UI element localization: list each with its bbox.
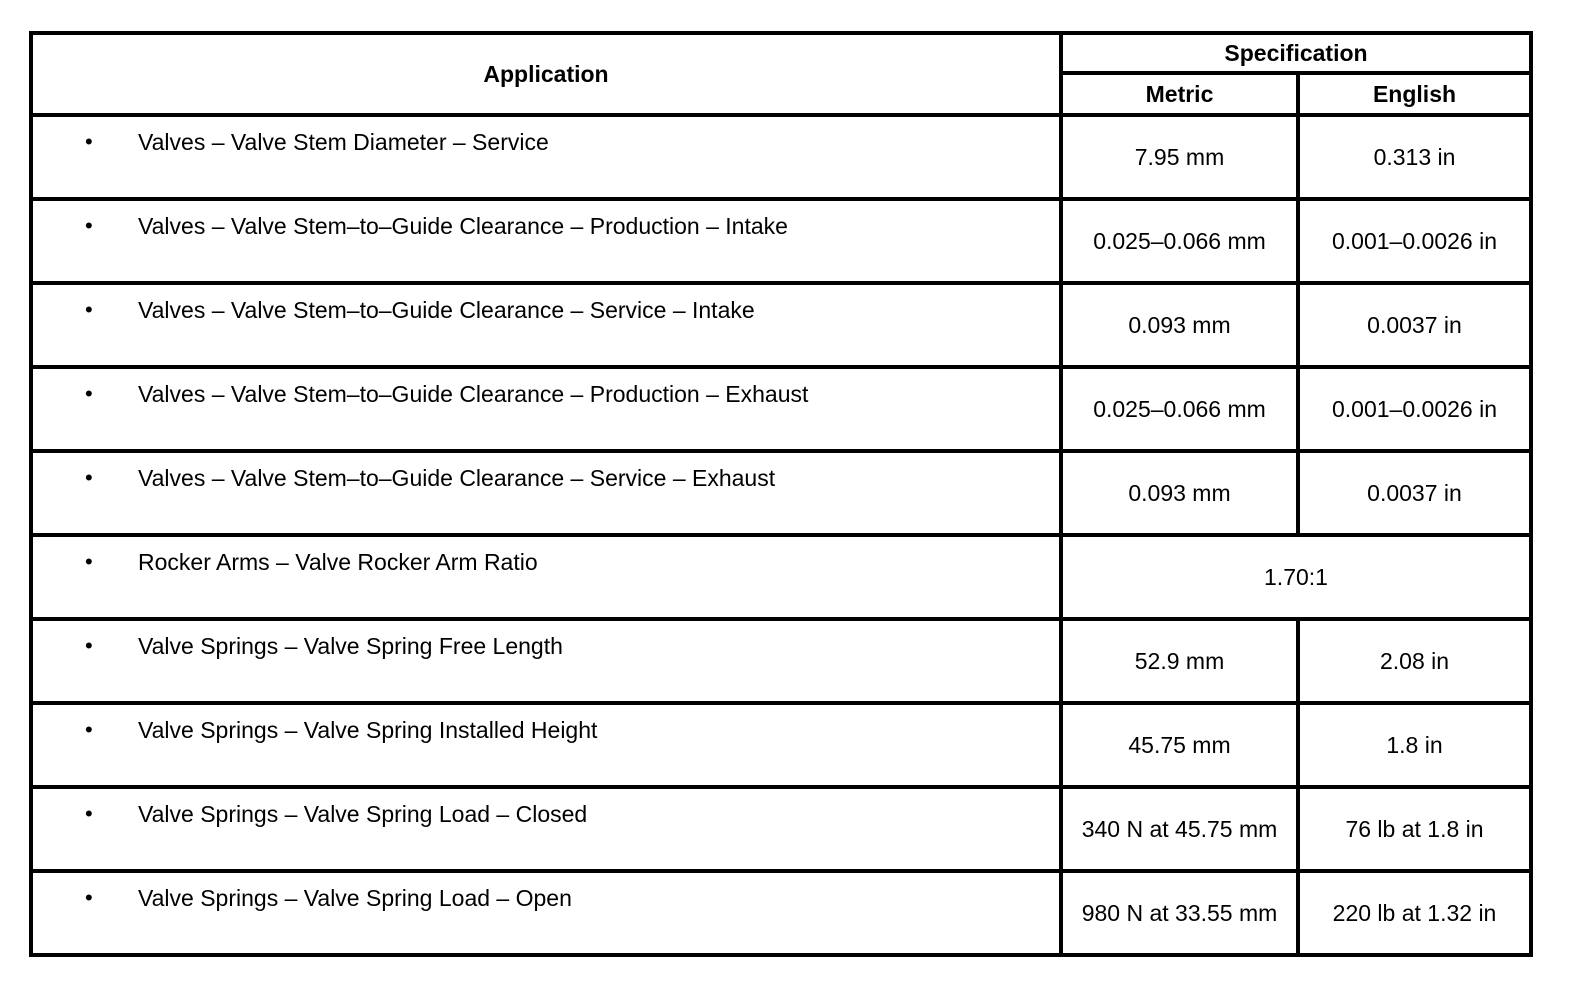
bullet-icon: •	[85, 633, 93, 658]
application-text: Valve Springs – Valve Spring Free Length	[138, 633, 563, 659]
table-row	[31, 703, 1531, 787]
bullet-icon: •	[85, 129, 93, 154]
english-value: 0.001–0.0026 in	[1298, 367, 1531, 451]
table-row	[31, 871, 1531, 955]
bullet-icon: •	[85, 801, 93, 826]
bullet-icon: •	[85, 465, 93, 490]
application-cell	[31, 283, 1061, 367]
table-row	[31, 787, 1531, 871]
table-row	[31, 451, 1531, 535]
metric-value: 52.9 mm	[1061, 619, 1298, 703]
bullet-icon: •	[85, 381, 93, 406]
bullet-icon: •	[85, 213, 93, 238]
english-value: 76 lb at 1.8 in	[1298, 787, 1531, 871]
metric-value: 0.093 mm	[1061, 283, 1298, 367]
application-cell	[31, 535, 1061, 619]
combined-value: 1.70:1	[1061, 535, 1531, 619]
metric-value: 0.025–0.066 mm	[1061, 199, 1298, 283]
application-cell	[31, 787, 1061, 871]
table-row	[31, 619, 1531, 703]
application-cell	[31, 703, 1061, 787]
metric-value: 7.95 mm	[1061, 115, 1298, 199]
english-value: 0.0037 in	[1298, 283, 1531, 367]
metric-value: 340 N at 45.75 mm	[1061, 787, 1298, 871]
english-value: 1.8 in	[1298, 703, 1531, 787]
english-value: 2.08 in	[1298, 619, 1531, 703]
metric-value: 0.025–0.066 mm	[1061, 367, 1298, 451]
application-text: Valve Springs – Valve Spring Load – Open	[138, 885, 572, 911]
bullet-icon: •	[85, 297, 93, 322]
application-text: Valves – Valve Stem–to–Guide Clearance – Production – Exhaust	[138, 381, 809, 407]
english-value: 220 lb at 1.32 in	[1298, 871, 1531, 955]
application-text: Valve Springs – Valve Spring Load – Closed	[138, 801, 588, 827]
table-row	[31, 283, 1531, 367]
english-header: English	[1298, 73, 1531, 115]
application-cell	[31, 199, 1061, 283]
application-cell	[31, 367, 1061, 451]
application-text: Valves – Valve Stem Diameter – Service	[138, 129, 549, 155]
specification-header: Specification	[1061, 33, 1531, 73]
metric-header: Metric	[1061, 73, 1298, 115]
application-header: Application	[31, 33, 1061, 115]
application-text: Valves – Valve Stem–to–Guide Clearance – Service – Intake	[138, 297, 755, 323]
english-value: 0.001–0.0026 in	[1298, 199, 1531, 283]
table-row	[31, 115, 1531, 199]
application-cell	[31, 451, 1061, 535]
application-text: Valves – Valve Stem–to–Guide Clearance – Service – Exhaust	[138, 465, 776, 491]
metric-value: 45.75 mm	[1061, 703, 1298, 787]
application-text: Valve Springs – Valve Spring Installed Height	[138, 717, 598, 743]
specification-table	[29, 31, 1533, 957]
application-cell	[31, 871, 1061, 955]
bullet-icon: •	[85, 549, 93, 574]
english-value: 0.313 in	[1298, 115, 1531, 199]
bullet-icon: •	[85, 717, 93, 742]
table-row	[31, 535, 1531, 619]
application-cell	[31, 619, 1061, 703]
table-row	[31, 199, 1531, 283]
bullet-icon: •	[85, 885, 93, 910]
table-row	[31, 367, 1531, 451]
application-text: Valves – Valve Stem–to–Guide Clearance – Production – Intake	[138, 213, 788, 239]
application-text: Rocker Arms – Valve Rocker Arm Ratio	[138, 549, 538, 575]
application-cell	[31, 115, 1061, 199]
english-value: 0.0037 in	[1298, 451, 1531, 535]
metric-value: 0.093 mm	[1061, 451, 1298, 535]
metric-value: 980 N at 33.55 mm	[1061, 871, 1298, 955]
